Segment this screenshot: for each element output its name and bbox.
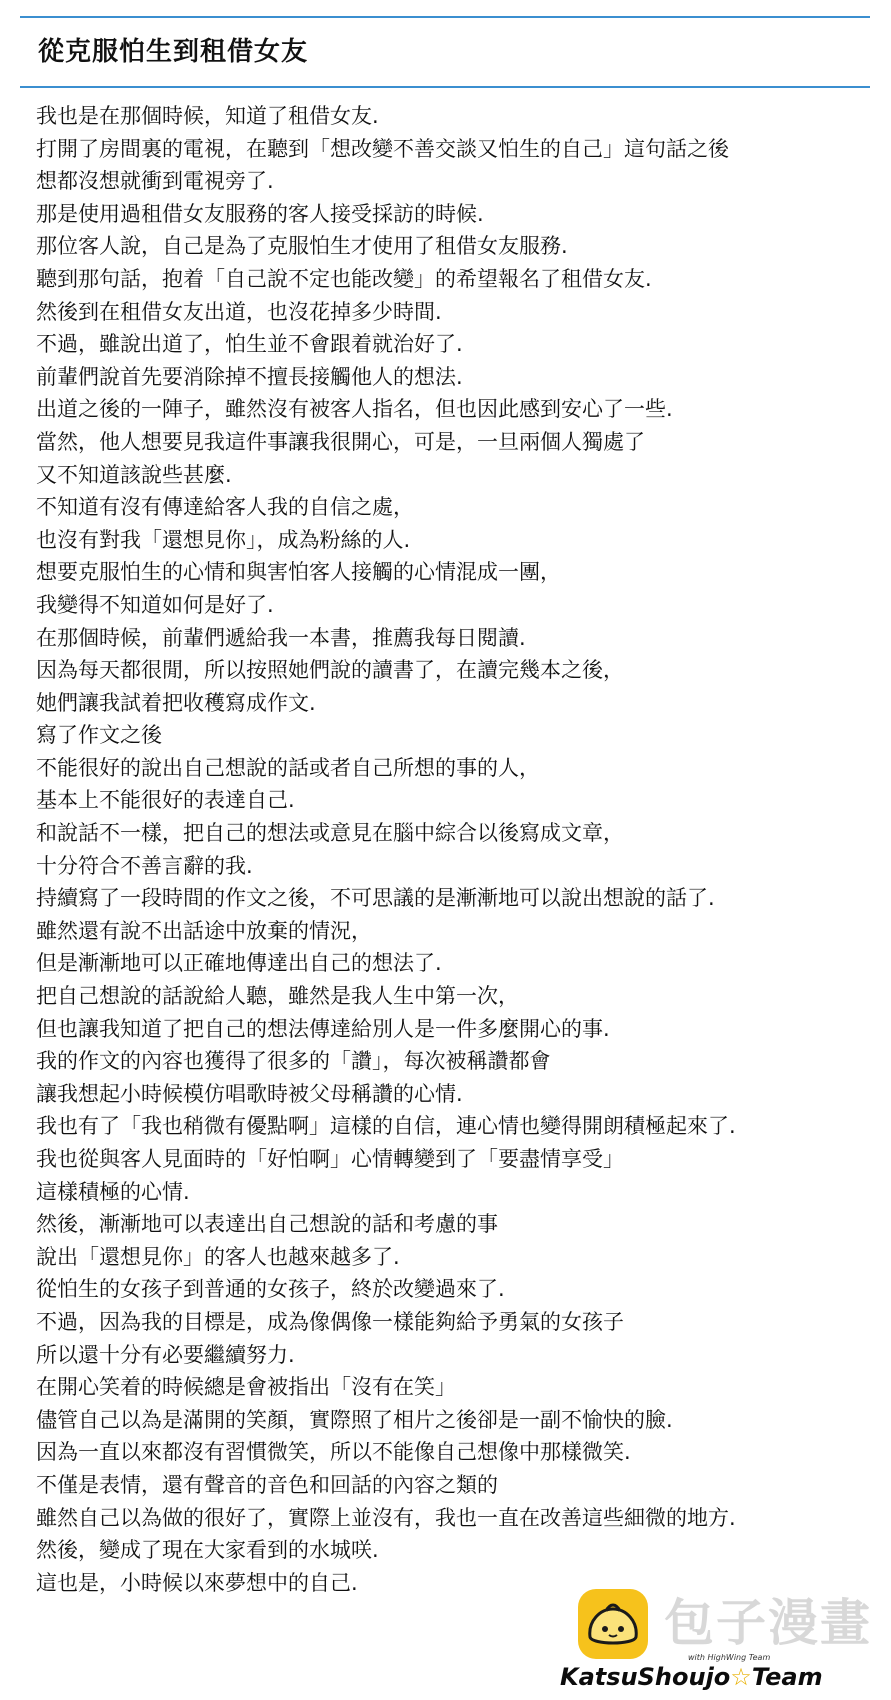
text-line: 我變得不知道如何是好了. [36,592,274,617]
text-line: 我也有了「我也稍微有優點啊」這樣的自信，連心情也變得開朗積極起來了. [36,1114,736,1139]
text-line: 不能很好的說出自己想說的話或者自己所想的事的人， [36,755,540,780]
text-line: 也沒有對我「還想見你」，成為粉絲的人. [36,527,411,552]
text-line: 但是漸漸地可以正確地傳達出自己的想法了. [36,951,442,976]
text-line: 然後到在租借女友出道，也沒花掉多少時間. [36,299,442,324]
text-line: 當然，他人想要見我這件事讓我很開心，可是，一旦兩個人獨處了 [36,429,645,454]
text-line: 出道之後的一陣子，雖然沒有被客人指名，但也因此感到安心了一些. [36,397,673,422]
text-line: 不僅是表情，還有聲音的音色和回話的內容之類的 [36,1472,498,1497]
header-bottom-rule [20,86,870,88]
text-line: 然後，漸漸地可以表達出自己想說的話和考慮的事 [36,1212,498,1237]
watermark-brand: 包子漫畫 [664,1594,872,1652]
watermark-team [560,1663,823,1691]
text-line: 從怕生的女孩子到普通的女孩子，終於改變過來了. [36,1277,505,1302]
header-top-rule [20,16,870,18]
text-line: 這樣積極的心情. [36,1179,190,1204]
text-line: 我也是在那個時候，知道了租借女友. [36,104,379,128]
text-line: 雖然自己以為做的很好了，實際上並沒有，我也一直在改善這些細微的地方. [36,1505,736,1530]
text-line: 那是使用過租借女友服務的客人接受採訪的時候. [36,201,484,226]
text-line: 但也讓我知道了把自己的想法傳達給別人是一件多麼開心的事. [36,1016,610,1041]
text-line: 我也從與客人見面時的「好怕啊」心情轉變到了「要盡情享受」 [36,1147,624,1171]
text-line: 我的作文的內容也獲得了很多的「讚」，每次被稱讚都會 [36,1049,551,1074]
text-line: 這也是，小時候以來夢想中的自己. [36,1570,358,1595]
text-line: 不過，雖說出道了，怕生並不會跟着就治好了. [36,332,463,357]
text-line: 又不知道該說些甚麼. [36,462,232,487]
text-line: 不過，因為我的目標是，成為像偶像一樣能夠給予勇氣的女孩子 [36,1309,624,1334]
bun-mascot-icon [576,1587,650,1661]
text-line: 所以還十分有必要繼續努力. [36,1342,295,1367]
text-line: 和說話不一樣，把自己的想法或意見在腦中綜合以後寫成文章， [36,821,624,846]
text-line: 想都沒想就衝到電視旁了. [36,169,274,194]
text-line: 基本上不能很好的表達自己. [36,788,295,813]
watermark-team-name: KatsuShoujo [560,1663,731,1691]
text-line: 讓我想起小時候模仿唱歌時被父母稱讚的心情. [36,1081,463,1106]
watermark [560,1585,880,1695]
star-icon: ☆ [730,1663,752,1691]
text-line: 聽到那句話，抱着「自己說不定也能改變」的希望報名了租借女友. [36,266,652,291]
page-title: 從克服怕生到租借女友 [38,37,309,67]
text-line: 打開了房間裏的電視，在聽到「想改變不善交談又怕生的自己」這句話之後 [36,136,729,161]
text-line: 前輩們說首先要消除掉不擅長接觸他人的想法. [36,364,463,389]
watermark-team-suffix: Team [751,1663,823,1691]
text-line: 那位客人說，自己是為了克服怕生才使用了租借女友服務. [36,234,568,259]
text-line: 想要克服怕生的心情和與害怕客人接觸的心情混成一團， [36,560,561,585]
text-line: 說出「還想見你」的客人也越來越多了. [36,1244,400,1269]
text-line: 她們讓我試着把收穫寫成作文. [36,690,316,715]
text-line: 因為一直以來都沒有習慣微笑，所以不能像自己想像中那樣微笑. [36,1440,631,1465]
text-line: 在那個時候，前輩們遞給我一本書，推薦我每日閱讀. [36,625,526,650]
text-line: 寫了作文之後 [36,723,162,748]
text-line: 不知道有沒有傳達給客人我的自信之處， [36,495,414,520]
text-line: 儘管自己以為是滿開的笑顏，實際照了相片之後卻是一副不愉快的臉. [36,1407,673,1432]
text-line: 然後，變成了現在大家看到的水城咲. [36,1538,379,1563]
watermark-credit: with HighWing Team [688,1653,771,1662]
text-line: 因為每天都很閒，所以按照她們說的讀書了，在讀完幾本之後， [36,658,624,683]
text-line: 十分符合不善言辭的我. [36,853,253,878]
text-line: 持續寫了一段時間的作文之後，不可思議的是漸漸地可以說出想說的話了. [36,886,715,911]
text-line: 在開心笑着的時候總是會被指出「沒有在笑」 [36,1375,456,1400]
text-line: 雖然還有說不出話途中放棄的情況， [36,918,372,943]
article-body [36,100,866,1599]
text-line: 把自己想說的話說給人聽，雖然是我人生中第一次， [36,984,519,1009]
